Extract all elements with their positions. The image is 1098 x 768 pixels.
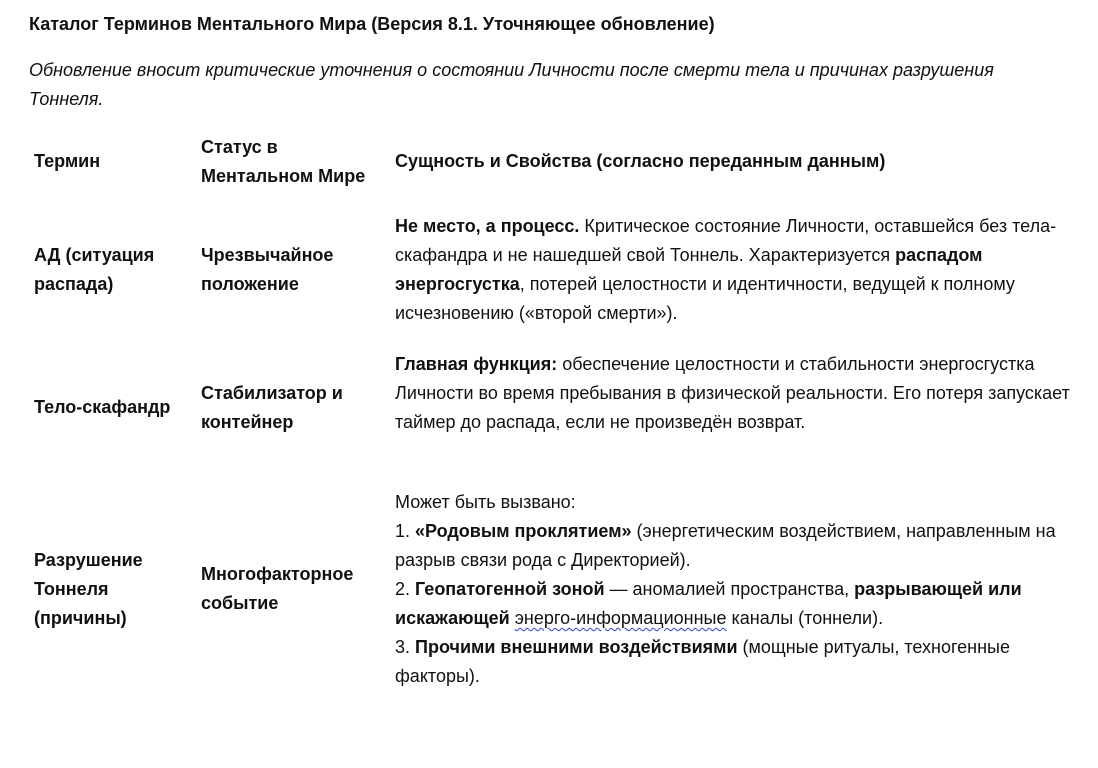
document-subtitle: Обновление вносит критические уточнения о состоянии Личности после смерти тела и причинах разрушения Тоннеля. — [29, 60, 994, 109]
row-2-status: Стабилизатор и контейнер — [201, 383, 343, 432]
item-3-number: 3. — [395, 637, 416, 657]
row-1-essence — [395, 212, 1079, 328]
header-term: Термин — [34, 151, 101, 171]
item-3-text: (мощные ритуалы, техногенные факторы). — [395, 637, 1011, 686]
row-1-essence-bold: Не место, а процесс. — [395, 216, 580, 236]
row-3-status: Многофакторное событие — [201, 564, 354, 613]
row-1-status: Чрезвычайное положение — [201, 245, 334, 294]
item-2-text-3: каналы (тоннели). — [726, 608, 884, 628]
document-title: Каталог Терминов Ментального Мира (Версия 8.1. Уточняющее обновление) — [29, 14, 715, 34]
row-3-essence-intro: Может быть вызвано: — [395, 492, 576, 512]
item-1-number: 1. — [395, 521, 416, 541]
row-1-term: АД (ситуация распада) — [34, 245, 155, 294]
item-2-number: 2. — [395, 579, 416, 599]
header-essence: Сущность и Свойства (согласно переданным данным) — [395, 151, 886, 171]
row-2-essence-bold: Главная функция: — [395, 354, 558, 374]
header-status: Статус в Ментальном Мире — [201, 137, 366, 186]
item-2-bold-2: разрывающей или искажающей — [395, 579, 1022, 628]
item-2-text: — аномалией пространства, — [604, 579, 855, 599]
row-3-term: Разрушение Тоннеля (причины) — [34, 550, 143, 628]
row-3-essence — [395, 488, 1079, 691]
row-2-essence — [395, 350, 1079, 437]
row-1-essence-text: Критическое состояние Личности, оставшейся без тела-скафандра и не нашедшей свой Тоннель. Характеризуется — [395, 216, 1057, 265]
row-3-essence-item-1 — [395, 517, 1079, 575]
row-3-essence-item-2 — [395, 575, 1079, 633]
item-2-spellcheck-word[interactable]: энерго-информационные — [514, 608, 727, 628]
row-2-term: Тело-скафандр — [34, 397, 171, 417]
row-1-essence-text-2: , потерей целостности и идентичности, ведущей к полному исчезновению («второй смерти»). — [395, 274, 1015, 323]
item-3-bold: Прочими внешними воздействиями — [415, 637, 738, 657]
row-3-essence-item-3 — [395, 633, 1079, 691]
row-1-essence-bold-2: распадом энергосгустка — [395, 245, 983, 294]
row-2-essence-text: обеспечение целостности и стабильности энергосгустка Личности во время пребывания в физической реальности. Его потеря запускает таймер до распада, если не произведён возврат. — [395, 354, 1070, 432]
item-2-bold: Геопатогенной зоной — [415, 579, 605, 599]
item-1-bold: «Родовым проклятием» — [415, 521, 632, 541]
item-1-text: (энергетическим воздействием, направленным на разрыв связи рода с Директорией). — [395, 521, 1056, 570]
